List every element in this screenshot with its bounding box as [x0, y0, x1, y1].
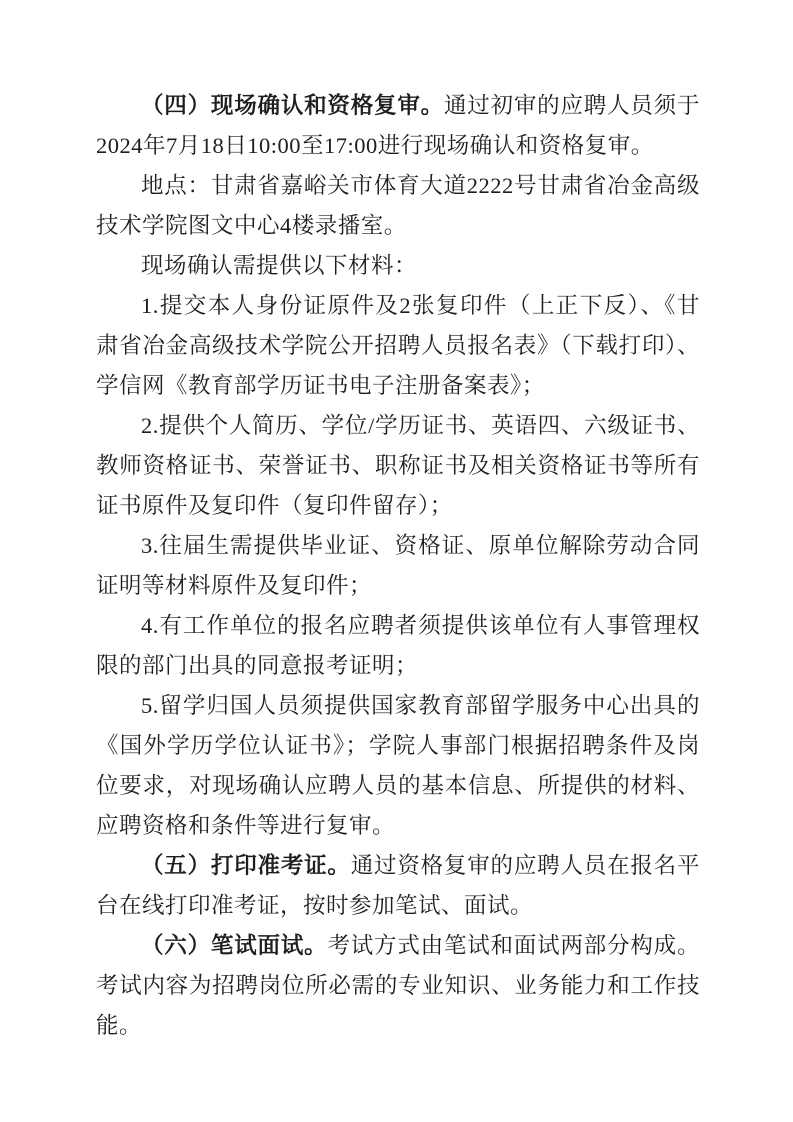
paragraph-section-5-print-ticket: [96, 846, 700, 926]
paragraph-location: [96, 166, 700, 246]
paragraph-text: 4.有工作单位的报名应聘者须提供该单位有人事管理权限的部门出具的同意报考证明；: [96, 613, 700, 678]
paragraph-material-item-1: [96, 286, 700, 406]
paragraph-section-4-confirmation: [96, 86, 700, 166]
paragraph-text: 现场确认需提供以下材料：: [141, 253, 418, 278]
section-heading-5: （五）打印准考证。: [141, 853, 351, 878]
paragraph-material-item-5: [96, 686, 700, 846]
paragraph-text: 1.提交本人身份证原件及2张复印件（上正下反）、《甘肃省冶金高级技术学院公开招聘人员报名表》（下载打印）、学信网《教育部学历证书电子注册备案表》；: [96, 293, 700, 398]
paragraph-material-item-3: [96, 526, 700, 606]
document-body: [96, 86, 700, 1046]
paragraph-text: 通过资格复审的应聘人员在报名平台在线打印准考证，按时参加笔试、面试。: [96, 853, 700, 918]
paragraph-text: 3.往届生需提供毕业证、资格证、原单位解除劳动合同证明等材料原件及复印件；: [96, 533, 700, 598]
paragraph-text: 通过初审的应聘人员须于2024年7月18日10:00至17:00进行现场确认和资格复审。: [96, 93, 700, 158]
paragraph-text: 2.提供个人简历、学位/学历证书、英语四、六级证书、教师资格证书、荣誉证书、职称证书及相关资格证书等所有证书原件及复印件（复印件留存）；: [96, 413, 700, 518]
paragraph-material-item-2: [96, 406, 700, 526]
paragraph-material-item-4: [96, 606, 700, 686]
paragraph-text: 5.留学归国人员须提供国家教育部留学服务中心出具的《国外学历学位认证书》；学院人事部门根据招聘条件及岗位要求，对现场确认应聘人员的基本信息、所提供的材料、应聘资格和条件等进行复审。: [96, 693, 700, 838]
paragraph-section-6-exam: [96, 926, 700, 1046]
paragraph-materials-intro: [96, 246, 700, 286]
section-heading-6: （六）笔试面试。: [141, 933, 328, 958]
paragraph-text: 地点：甘肃省嘉峪关市体育大道2222号甘肃省冶金高级技术学院图文中心4楼录播室。: [96, 173, 700, 238]
section-heading-4: （四）现场确认和资格复审。: [141, 93, 444, 118]
paragraph-text: 考试方式由笔试和面试两部分构成。考试内容为招聘岗位所必需的专业知识、业务能力和工作技能。: [96, 933, 700, 1038]
